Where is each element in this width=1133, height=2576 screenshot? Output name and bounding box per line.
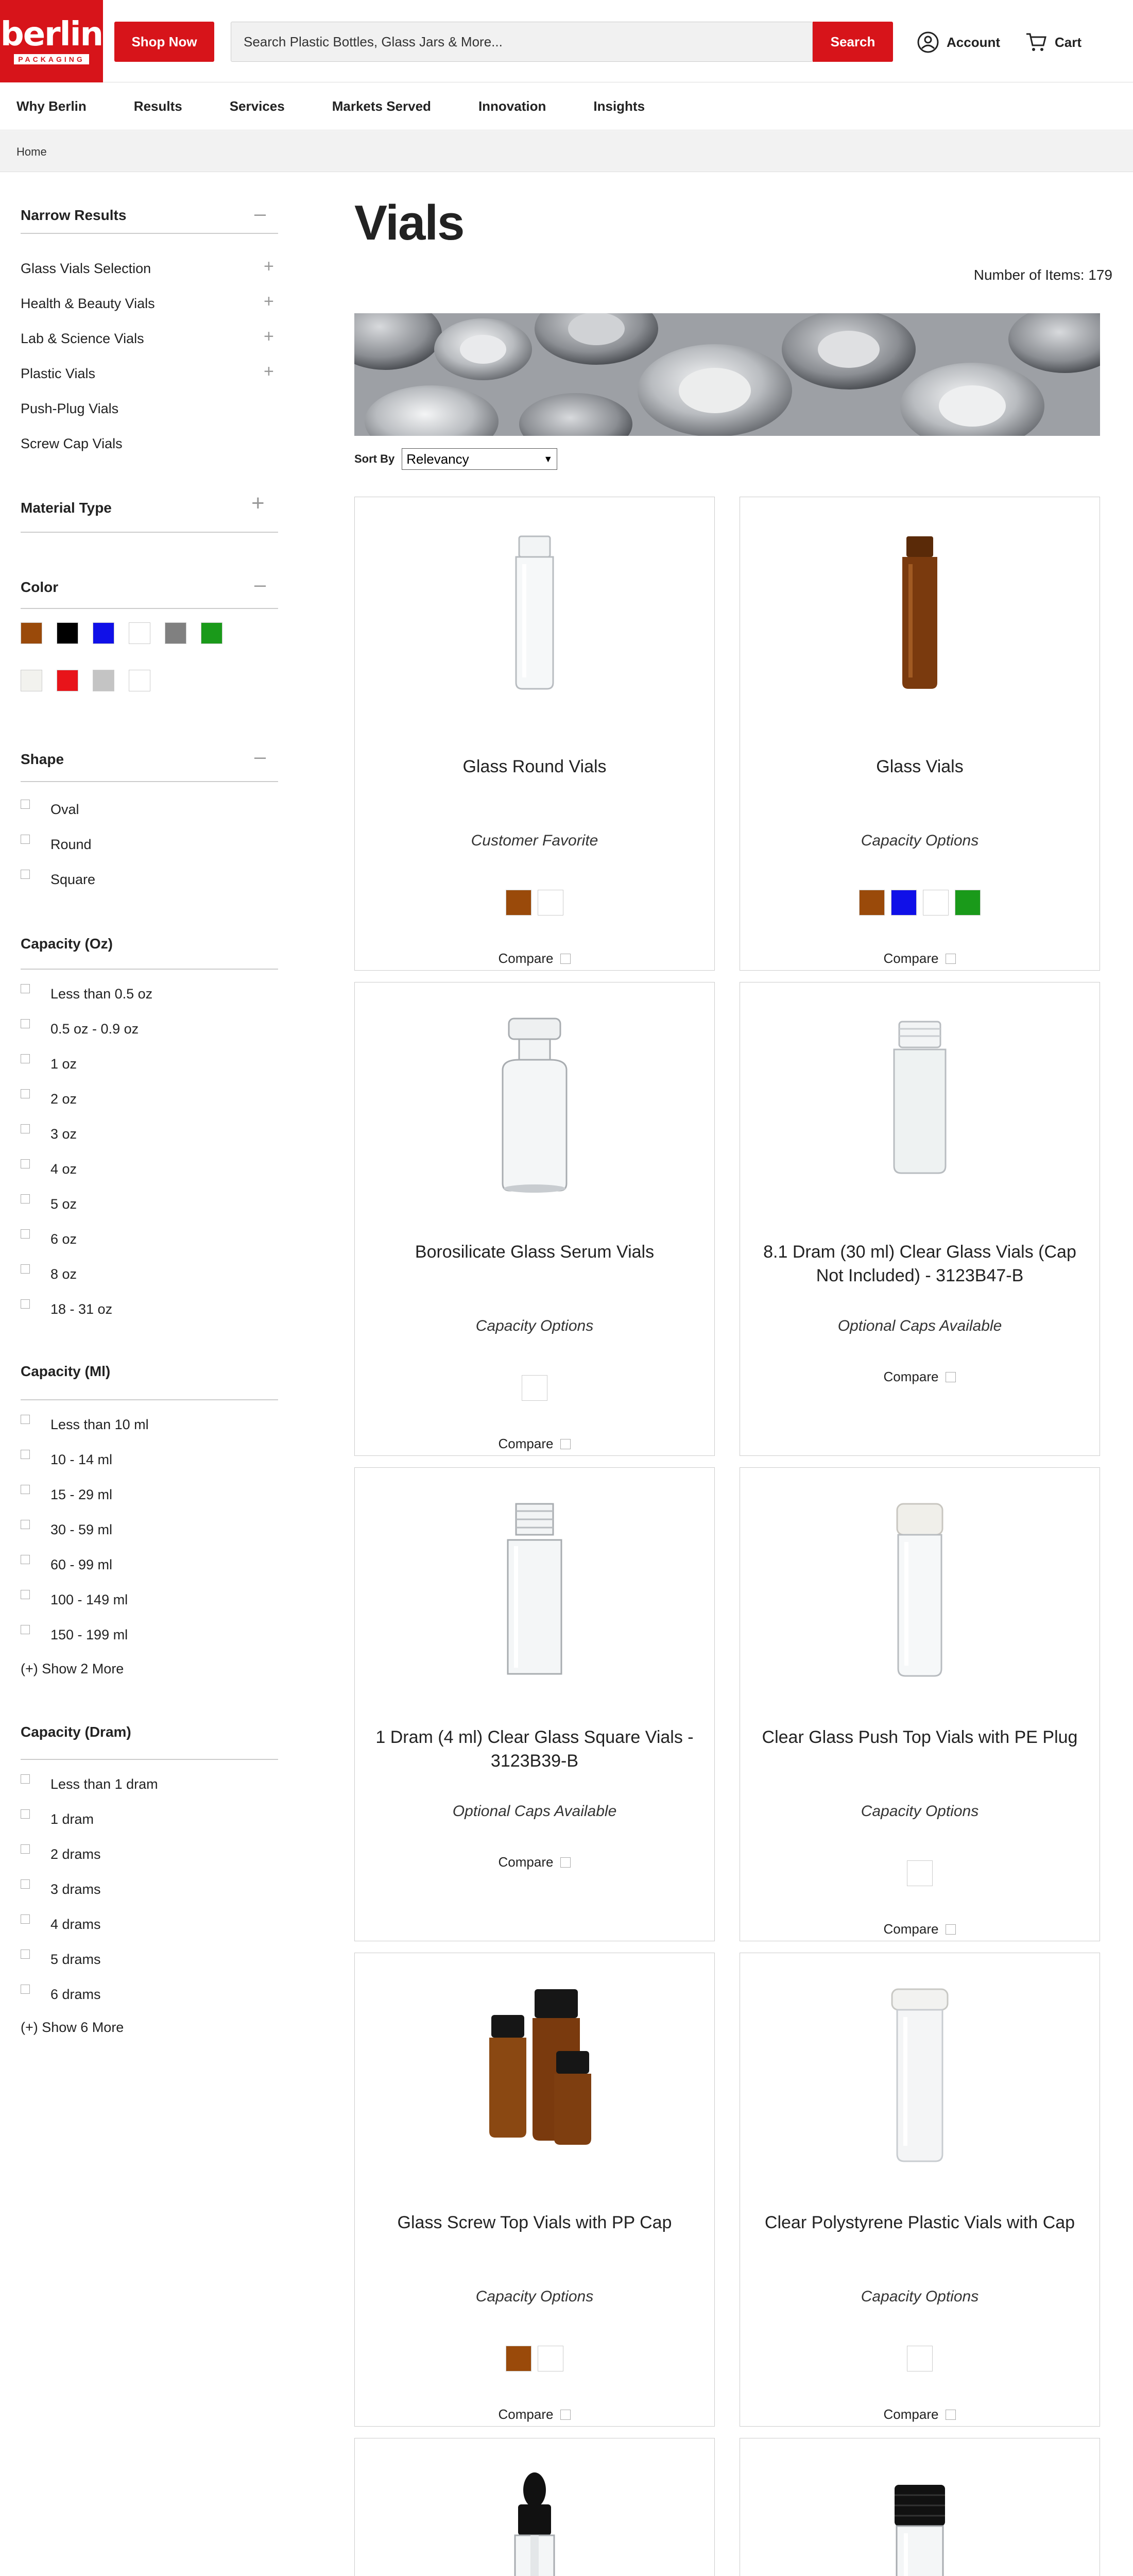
color-swatch[interactable] [907, 2346, 933, 2371]
checkbox[interactable] [21, 1299, 30, 1309]
product-color-swatches [740, 1860, 1100, 1886]
checkbox[interactable] [21, 1590, 30, 1599]
nav-innovation[interactable]: Innovation [478, 98, 546, 114]
product-name[interactable]: Glass Vials [876, 757, 964, 776]
screw-cap-vial-image [881, 2469, 958, 2576]
product-card[interactable] [354, 1467, 715, 1941]
shop-now-button[interactable]: Shop Now [114, 22, 214, 62]
category-screw-cap-vials[interactable]: Screw Cap Vials [21, 436, 123, 451]
nav-services[interactable]: Services [229, 98, 285, 114]
checkbox[interactable] [21, 1264, 30, 1274]
filter-option[interactable]: 2 drams [50, 1846, 101, 1862]
compare-label: Compare [883, 1369, 939, 1384]
product-card-partial[interactable] [740, 2438, 1100, 2576]
filter-option[interactable]: 100 - 149 ml [50, 1592, 128, 1607]
nav-insights[interactable]: Insights [593, 98, 645, 114]
filter-option[interactable]: 5 drams [50, 1952, 101, 1967]
checkbox[interactable] [21, 1159, 30, 1168]
sort-select[interactable] [402, 448, 557, 470]
user-icon [917, 31, 939, 54]
product-color-swatches [740, 890, 1100, 916]
cart-link[interactable] [1025, 28, 1082, 57]
shape-round[interactable]: Round [50, 837, 92, 852]
vial-image [468, 1984, 602, 2149]
product-tag: Customer Favorite [471, 832, 598, 849]
breadcrumb-bar [0, 131, 1133, 172]
filter-option[interactable]: 10 - 14 ml [50, 1452, 113, 1467]
vial-image [879, 1499, 961, 1684]
dropper-vial-image [499, 2469, 571, 2576]
category-glass-vials-selection[interactable]: Glass Vials Selection [21, 261, 151, 276]
vial-image [493, 1499, 576, 1684]
checkbox[interactable] [21, 1555, 30, 1564]
color-swatch[interactable] [506, 2346, 531, 2371]
expand-icon[interactable]: + [264, 257, 274, 276]
filter-option[interactable]: 60 - 99 ml [50, 1557, 113, 1572]
vial-image [879, 1984, 961, 2170]
product-card[interactable] [354, 1953, 715, 2427]
filter-option[interactable]: 18 - 31 oz [50, 1301, 113, 1317]
product-color-swatches [355, 2346, 714, 2371]
expand-icon[interactable]: + [264, 292, 274, 311]
color-swatch[interactable] [129, 670, 150, 691]
checkbox[interactable] [21, 1774, 30, 1784]
compare-checkbox[interactable] [560, 1439, 571, 1449]
shape-square[interactable]: Square [50, 872, 96, 887]
color-swatch[interactable] [538, 890, 563, 916]
filter-option[interactable]: 6 drams [50, 1987, 101, 2002]
sort-label: Sort By [354, 452, 395, 465]
compare-checkbox[interactable] [560, 1857, 571, 1868]
checkbox[interactable] [21, 1985, 30, 1994]
capacity-dram-heading: Capacity (Dram) [21, 1724, 131, 1740]
color-swatch[interactable] [21, 670, 42, 691]
filter-option[interactable]: 2 oz [50, 1091, 77, 1107]
color-swatch[interactable] [506, 890, 531, 916]
divider [21, 532, 278, 533]
filter-option[interactable]: 3 drams [50, 1882, 101, 1897]
product-card[interactable] [740, 1467, 1100, 1941]
product-tag: Capacity Options [861, 832, 979, 849]
nav-results[interactable]: Results [133, 98, 182, 114]
category-push-plug-vials[interactable]: Push-Plug Vials [21, 401, 119, 416]
checkbox[interactable] [21, 1415, 30, 1424]
checkbox[interactable] [21, 1950, 30, 1959]
logo-text: berlin [0, 15, 103, 54]
color-swatch[interactable] [907, 1860, 933, 1886]
compare-label: Compare [498, 1436, 554, 1451]
product-color-swatches [355, 890, 714, 916]
product-tag: Capacity Options [861, 2288, 979, 2305]
capacity-oz-heading: Capacity (Oz) [21, 936, 113, 952]
vials-banner-image [354, 313, 1100, 436]
checkbox[interactable] [21, 1450, 30, 1459]
product-name[interactable]: Glass Round Vials [462, 757, 607, 776]
filter-option[interactable]: 8 oz [50, 1266, 77, 1282]
product-name[interactable]: Clear Glass Push Top Vials with PE Plug [762, 1727, 1078, 1747]
collapse-icon[interactable]: – [254, 573, 266, 596]
product-tag: Capacity Options [861, 1803, 979, 1820]
checkbox[interactable] [21, 1879, 30, 1889]
product-card[interactable] [354, 982, 715, 1456]
filter-option[interactable]: 1 oz [50, 1056, 77, 1072]
vial-caps-photo [354, 313, 1100, 436]
category-health-beauty-vials[interactable]: Health & Beauty Vials [21, 296, 155, 311]
sort-selected-value: Relevancy [406, 451, 469, 467]
show-more-dram-link[interactable]: (+) Show 6 More [21, 2020, 124, 2035]
checkbox[interactable] [21, 1019, 30, 1028]
checkbox[interactable] [21, 835, 30, 844]
color-swatch[interactable] [859, 890, 885, 916]
product-color-swatches [740, 2346, 1100, 2371]
compare-control[interactable] [740, 2406, 1100, 2422]
vial-image [879, 1013, 961, 1178]
product-name[interactable]: 8.1 Dram (30 ml) Clear Glass Vials (Cap Not Included) - 3123B47-B [763, 1242, 1076, 1285]
collapse-icon[interactable]: – [254, 202, 266, 225]
color-swatch[interactable] [201, 622, 222, 644]
checkbox[interactable] [21, 1124, 30, 1133]
cart-label: Cart [1055, 34, 1082, 50]
filter-option[interactable]: 15 - 29 ml [50, 1487, 113, 1502]
compare-label: Compare [498, 2406, 554, 2422]
product-name[interactable]: Clear Polystyrene Plastic Vials with Cap [764, 2213, 1075, 2232]
search-button[interactable]: Search [813, 22, 893, 62]
account-link[interactable] [917, 28, 1000, 57]
color-heading: Color [21, 579, 59, 595]
color-swatch[interactable] [57, 670, 78, 691]
main-nav [0, 83, 1133, 130]
checkbox[interactable] [21, 1625, 30, 1634]
product-name[interactable]: Glass Screw Top Vials with PP Cap [397, 2213, 672, 2232]
compare-control[interactable] [355, 1854, 714, 1870]
color-swatch[interactable] [165, 622, 186, 644]
item-count: Number of Items: 179 [973, 267, 1112, 283]
checkbox[interactable] [21, 1520, 30, 1529]
product-card[interactable] [740, 982, 1100, 1456]
checkbox[interactable] [21, 1054, 30, 1063]
account-label: Account [947, 34, 1000, 50]
compare-label: Compare [883, 1921, 939, 1937]
compare-checkbox[interactable] [946, 2410, 956, 2420]
checkbox[interactable] [21, 1809, 30, 1819]
vial-image [884, 528, 956, 693]
color-swatch[interactable] [57, 622, 78, 644]
compare-control[interactable] [355, 2406, 714, 2422]
filter-option[interactable]: Less than 1 dram [50, 1776, 158, 1792]
narrow-results-heading: Narrow Results [21, 207, 127, 223]
color-swatch[interactable] [522, 1375, 547, 1401]
shape-heading: Shape [21, 751, 64, 767]
compare-control[interactable] [740, 951, 1100, 967]
product-name[interactable]: 1 Dram (4 ml) Clear Glass Square Vials - 3123B39-B [375, 1727, 694, 1771]
product-tag: Optional Caps Available [452, 1803, 617, 1820]
checkbox[interactable] [21, 1914, 30, 1924]
vial-image [499, 528, 571, 693]
filter-option[interactable]: 5 oz [50, 1196, 77, 1212]
compare-checkbox[interactable] [946, 1924, 956, 1935]
nav-markets-served[interactable]: Markets Served [332, 98, 431, 114]
shape-oval[interactable]: Oval [50, 802, 79, 817]
product-card[interactable] [740, 497, 1100, 971]
color-swatch[interactable] [538, 2346, 563, 2371]
product-tag: Capacity Options [475, 2288, 594, 2305]
color-swatch[interactable] [955, 890, 981, 916]
product-tag: Capacity Options [475, 1317, 594, 1334]
product-color-swatches [355, 1375, 714, 1401]
page-title: Vials [354, 195, 464, 250]
divider [21, 781, 278, 782]
compare-checkbox[interactable] [560, 954, 571, 964]
expand-icon[interactable]: + [251, 490, 265, 516]
checkbox[interactable] [21, 984, 30, 993]
color-swatch[interactable] [21, 622, 42, 644]
filter-option[interactable]: 4 oz [50, 1161, 77, 1177]
color-swatch[interactable] [891, 890, 917, 916]
compare-checkbox[interactable] [946, 1372, 956, 1382]
compare-label: Compare [883, 951, 939, 966]
product-card-partial[interactable] [354, 2438, 715, 2576]
compare-control[interactable] [355, 951, 714, 967]
berlin-logo[interactable] [0, 0, 103, 82]
compare-control[interactable] [740, 1369, 1100, 1385]
filter-option[interactable]: 150 - 199 ml [50, 1627, 128, 1642]
filter-option[interactable]: 1 dram [50, 1811, 94, 1827]
checkbox[interactable] [21, 1229, 30, 1239]
vial-image [483, 1013, 586, 1199]
checkbox[interactable] [21, 1089, 30, 1098]
color-swatch[interactable] [93, 670, 114, 691]
divider [21, 969, 278, 970]
divider [21, 233, 278, 234]
checkbox[interactable] [21, 870, 30, 879]
product-card[interactable] [354, 497, 715, 971]
sort-control [354, 448, 557, 470]
expand-icon[interactable]: + [264, 327, 274, 346]
filter-option[interactable]: 6 oz [50, 1231, 77, 1247]
site-header [0, 0, 1133, 82]
capacity-ml-heading: Capacity (Ml) [21, 1363, 111, 1379]
material-type-heading[interactable]: Material Type [21, 500, 112, 516]
collapse-icon[interactable]: – [254, 745, 266, 768]
divider [21, 608, 278, 609]
category-lab-science-vials[interactable]: Lab & Science Vials [21, 331, 144, 346]
show-more-ml-link[interactable]: (+) Show 2 More [21, 1661, 124, 1676]
filter-option[interactable]: 0.5 oz - 0.9 oz [50, 1021, 139, 1037]
filter-option[interactable]: 30 - 59 ml [50, 1522, 113, 1537]
checkbox[interactable] [21, 1194, 30, 1204]
compare-label: Compare [883, 2406, 939, 2422]
compare-checkbox[interactable] [560, 2410, 571, 2420]
product-name[interactable]: Borosilicate Glass Serum Vials [415, 1242, 655, 1262]
filter-option[interactable]: 3 oz [50, 1126, 77, 1142]
filter-option[interactable]: Less than 0.5 oz [50, 986, 153, 1002]
checkbox[interactable] [21, 800, 30, 809]
filter-option[interactable]: 4 drams [50, 1917, 101, 1932]
product-tag: Optional Caps Available [837, 1317, 1002, 1334]
color-swatch[interactable] [129, 622, 150, 644]
color-swatch[interactable] [923, 890, 949, 916]
category-plastic-vials[interactable]: Plastic Vials [21, 366, 96, 381]
logo-subtext: PACKAGING [14, 54, 89, 64]
divider [21, 1399, 278, 1400]
checkbox[interactable] [21, 1844, 30, 1854]
search-input[interactable]: Search Plastic Bottles, Glass Jars & More... [231, 22, 813, 62]
chevron-down-icon: ▼ [543, 453, 553, 464]
color-swatch[interactable] [93, 622, 114, 644]
expand-icon[interactable]: + [264, 362, 274, 381]
divider [21, 1759, 278, 1760]
compare-control[interactable] [740, 1921, 1100, 1937]
product-card[interactable] [740, 1953, 1100, 2427]
checkbox[interactable] [21, 1485, 30, 1494]
compare-checkbox[interactable] [946, 954, 956, 964]
compare-label: Compare [498, 1854, 554, 1870]
compare-control[interactable] [355, 1436, 714, 1452]
filter-option[interactable]: Less than 10 ml [50, 1417, 149, 1432]
nav-why-berlin[interactable]: Why Berlin [16, 98, 87, 114]
compare-label: Compare [498, 951, 554, 966]
cart-icon [1025, 31, 1048, 54]
breadcrumb-home[interactable]: Home [16, 145, 47, 158]
